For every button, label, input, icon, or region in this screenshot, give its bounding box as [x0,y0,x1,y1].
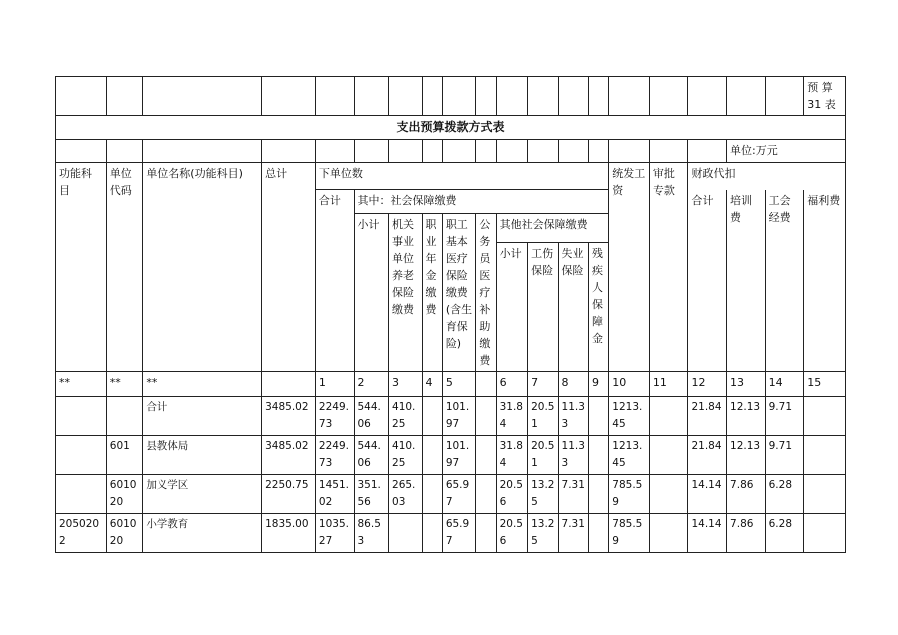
table-cell: 65.97 [442,475,476,514]
index-cell: 12 [688,372,727,397]
header-zhiye: 职业年金缴费 [422,214,442,372]
index-cell: 3 [389,372,423,397]
table-cell: 11.33 [558,436,588,475]
table-cell [649,475,688,514]
table-cell [588,436,608,475]
table-cell: 86.53 [354,514,389,553]
table-cell: 14.14 [688,514,727,553]
table-row [56,475,846,514]
corner-label: 预 算 31 表 [804,77,846,116]
table-cell: 9.71 [765,397,804,436]
table-row [56,397,846,436]
index-cell: ** [56,372,107,397]
title-row [56,116,846,140]
index-cell: 13 [727,372,766,397]
table-cell: 601020 [106,475,143,514]
table-cell: 601 [106,436,143,475]
table-cell: 12.13 [727,436,766,475]
table-cell [804,514,846,553]
table-cell [422,436,442,475]
index-cell: 7 [528,372,558,397]
header-canji: 残疾人保障金 [588,243,608,372]
header-jiguan: 机关事业单位养老保险缴费 [389,214,423,372]
table-row [56,436,846,475]
header-qita: 其他社会保障缴费 [496,214,609,243]
table-cell: 785.59 [609,475,650,514]
table-cell [649,397,688,436]
table-cell: 12.13 [727,397,766,436]
table-cell [56,436,107,475]
index-cell: 15 [804,372,846,397]
unit-row [56,140,846,163]
header-xiaoji: 小计 [354,214,389,372]
index-cell [262,372,316,397]
header-shiye: 失业保险 [558,243,588,372]
table-cell: 20.51 [528,397,558,436]
header-shenpi: 审批专款 [649,163,688,372]
table-cell [106,397,143,436]
table-cell: 11.33 [558,397,588,436]
index-cell [476,372,496,397]
table-cell: 1213.45 [609,436,650,475]
table-cell [649,514,688,553]
table-cell: 544.06 [354,397,389,436]
table-cell: 31.84 [496,397,527,436]
budget-table [55,76,846,553]
table-cell: 6.28 [765,475,804,514]
table-cell: 3485.02 [262,436,316,475]
table-cell: 1835.00 [262,514,316,553]
table-cell: 14.14 [688,475,727,514]
corner-row [56,77,846,116]
table-cell: 785.59 [609,514,650,553]
table-cell: 20.56 [496,475,527,514]
header-cz-heji: 合计 [688,190,727,372]
index-cell: 11 [649,372,688,397]
table-cell [56,475,107,514]
table-cell [476,514,496,553]
table-cell: 31.84 [496,436,527,475]
unit-label: 单位:万元 [727,140,846,163]
table-cell [649,436,688,475]
header-lower-unit: 下单位数 [315,163,608,190]
index-cell: 10 [609,372,650,397]
index-cell: ** [106,372,143,397]
table-cell [588,397,608,436]
header-gonghui: 工会经费 [765,190,804,372]
table-cell: 410.25 [389,397,423,436]
table-cell: 20.56 [496,514,527,553]
table-cell: 2249.73 [315,397,354,436]
index-cell: 2 [354,372,389,397]
table-cell: 合计 [143,397,262,436]
header-fuli: 福利费 [804,190,846,372]
index-row [56,372,846,397]
table-cell: 2050202 [56,514,107,553]
table-cell [422,397,442,436]
table-cell [588,514,608,553]
header-unit-name: 单位名称(功能科目) [143,163,262,372]
table-cell: 351.56 [354,475,389,514]
table-cell [804,436,846,475]
table-title: 支出预算拨款方式表 [56,116,846,140]
index-cell: 4 [422,372,442,397]
index-cell: ** [143,372,262,397]
table-cell [422,514,442,553]
table-cell: 21.84 [688,436,727,475]
table-cell [389,514,423,553]
index-cell: 1 [315,372,354,397]
table-cell: 65.97 [442,514,476,553]
header-gongwuyuan: 公务员医疗补助缴费 [476,214,496,372]
index-cell: 14 [765,372,804,397]
table-cell [476,436,496,475]
header-heji: 合计 [315,190,354,372]
header-row-1 [56,163,846,190]
table-cell: 7.31 [558,514,588,553]
table-cell: 6.28 [765,514,804,553]
index-cell: 6 [496,372,527,397]
table-cell [588,475,608,514]
table-cell: 9.71 [765,436,804,475]
table-cell: 7.86 [727,514,766,553]
table-cell: 265.03 [389,475,423,514]
table-cell: 21.84 [688,397,727,436]
table-cell: 13.25 [528,514,558,553]
table-cell [422,475,442,514]
header-qizhong: 其中：社会保障缴费 [354,190,609,214]
header-gongshang: 工伤保险 [528,243,558,372]
table-cell: 101.97 [442,397,476,436]
table-cell: 7.31 [558,475,588,514]
table-cell: 3485.02 [262,397,316,436]
header-yiliao: 职工基本医疗保险缴费(含生育保险) [442,214,476,372]
table-cell: 小学教育 [143,514,262,553]
table-cell: 1213.45 [609,397,650,436]
table-cell: 601020 [106,514,143,553]
table-cell [476,475,496,514]
table-cell [804,475,846,514]
table-cell [476,397,496,436]
table-cell: 加义学区 [143,475,262,514]
index-cell: 8 [558,372,588,397]
table-cell: 1451.02 [315,475,354,514]
table-cell: 410.25 [389,436,423,475]
table-cell: 7.86 [727,475,766,514]
header-func-subject: 功能科目 [56,163,107,372]
header-peixun: 培训费 [727,190,766,372]
table-cell: 544.06 [354,436,389,475]
table-cell: 20.51 [528,436,558,475]
table-cell: 2249.73 [315,436,354,475]
header-tongfa: 统发工资 [609,163,650,372]
index-cell: 5 [442,372,476,397]
table-cell [56,397,107,436]
table-cell [804,397,846,436]
table-cell: 101.97 [442,436,476,475]
header-caizheng: 财政代扣 [688,163,846,190]
index-cell: 9 [588,372,608,397]
table-cell: 2250.75 [262,475,316,514]
header-qita-xiaoji: 小计 [496,243,527,372]
table-cell: 1035.27 [315,514,354,553]
header-total: 总计 [262,163,316,372]
table-cell: 13.25 [528,475,558,514]
header-unit-code: 单位代码 [106,163,143,372]
table-cell: 县教体局 [143,436,262,475]
table-row [56,514,846,553]
